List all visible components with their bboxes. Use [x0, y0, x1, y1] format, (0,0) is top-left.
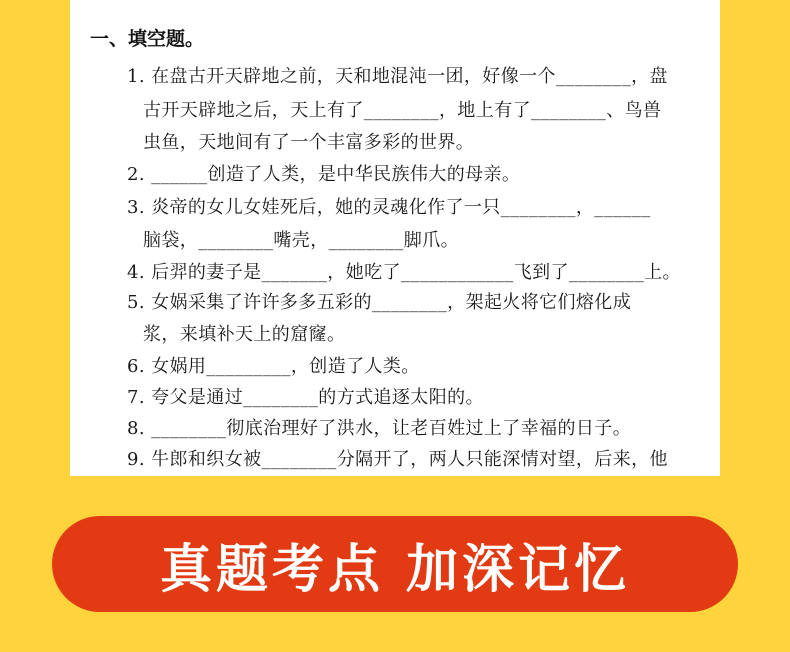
section-title: 一、填空题。 [90, 28, 205, 50]
banner-text: 真题考点 加深记忆 [159, 539, 631, 600]
question-2-line-1: 2. ______创造了人类，是中华民族伟大的母亲。 [127, 164, 521, 185]
question-1-line-1: 1. 在盘古开天辟地之前，天和地混沌一团，好像一个________，盘 [127, 66, 668, 87]
question-7-line-1: 7. 夸父是通过________的方式追逐太阳的。 [127, 387, 484, 408]
question-3-line-1: 3. 炎帝的女儿女娃死后，她的灵魂化作了一只________，______ [127, 197, 651, 218]
question-9-line-1: 9. 牛郎和织女被________分隔开了，两人只能深情对望，后来，他 [127, 449, 668, 470]
question-5-line-2: 浆，来填补天上的窟窿。 [143, 324, 346, 345]
question-5-line-1: 5. 女娲采集了许许多多五彩的________，架起火将它们熔化成 [127, 292, 632, 313]
promo-banner [52, 516, 738, 612]
question-1-line-2: 古开天辟地之后，天上有了________，地上有了________、鸟兽 [143, 100, 662, 121]
question-4-line-1: 4. 后羿的妻子是_______，她吃了____________飞到了________上。 [127, 262, 681, 283]
worksheet-page [70, 0, 720, 476]
question-8-line-1: 8. ________彻底治理好了洪水，让老百姓过上了幸福的日子。 [127, 418, 632, 439]
question-3-line-2: 脑袋，________嘴壳，________脚爪。 [143, 230, 459, 251]
question-1-line-3: 虫鱼，天地间有了一个丰富多彩的世界。 [143, 132, 475, 153]
question-6-line-1: 6. 女娲用_________，创造了人类。 [127, 356, 420, 377]
